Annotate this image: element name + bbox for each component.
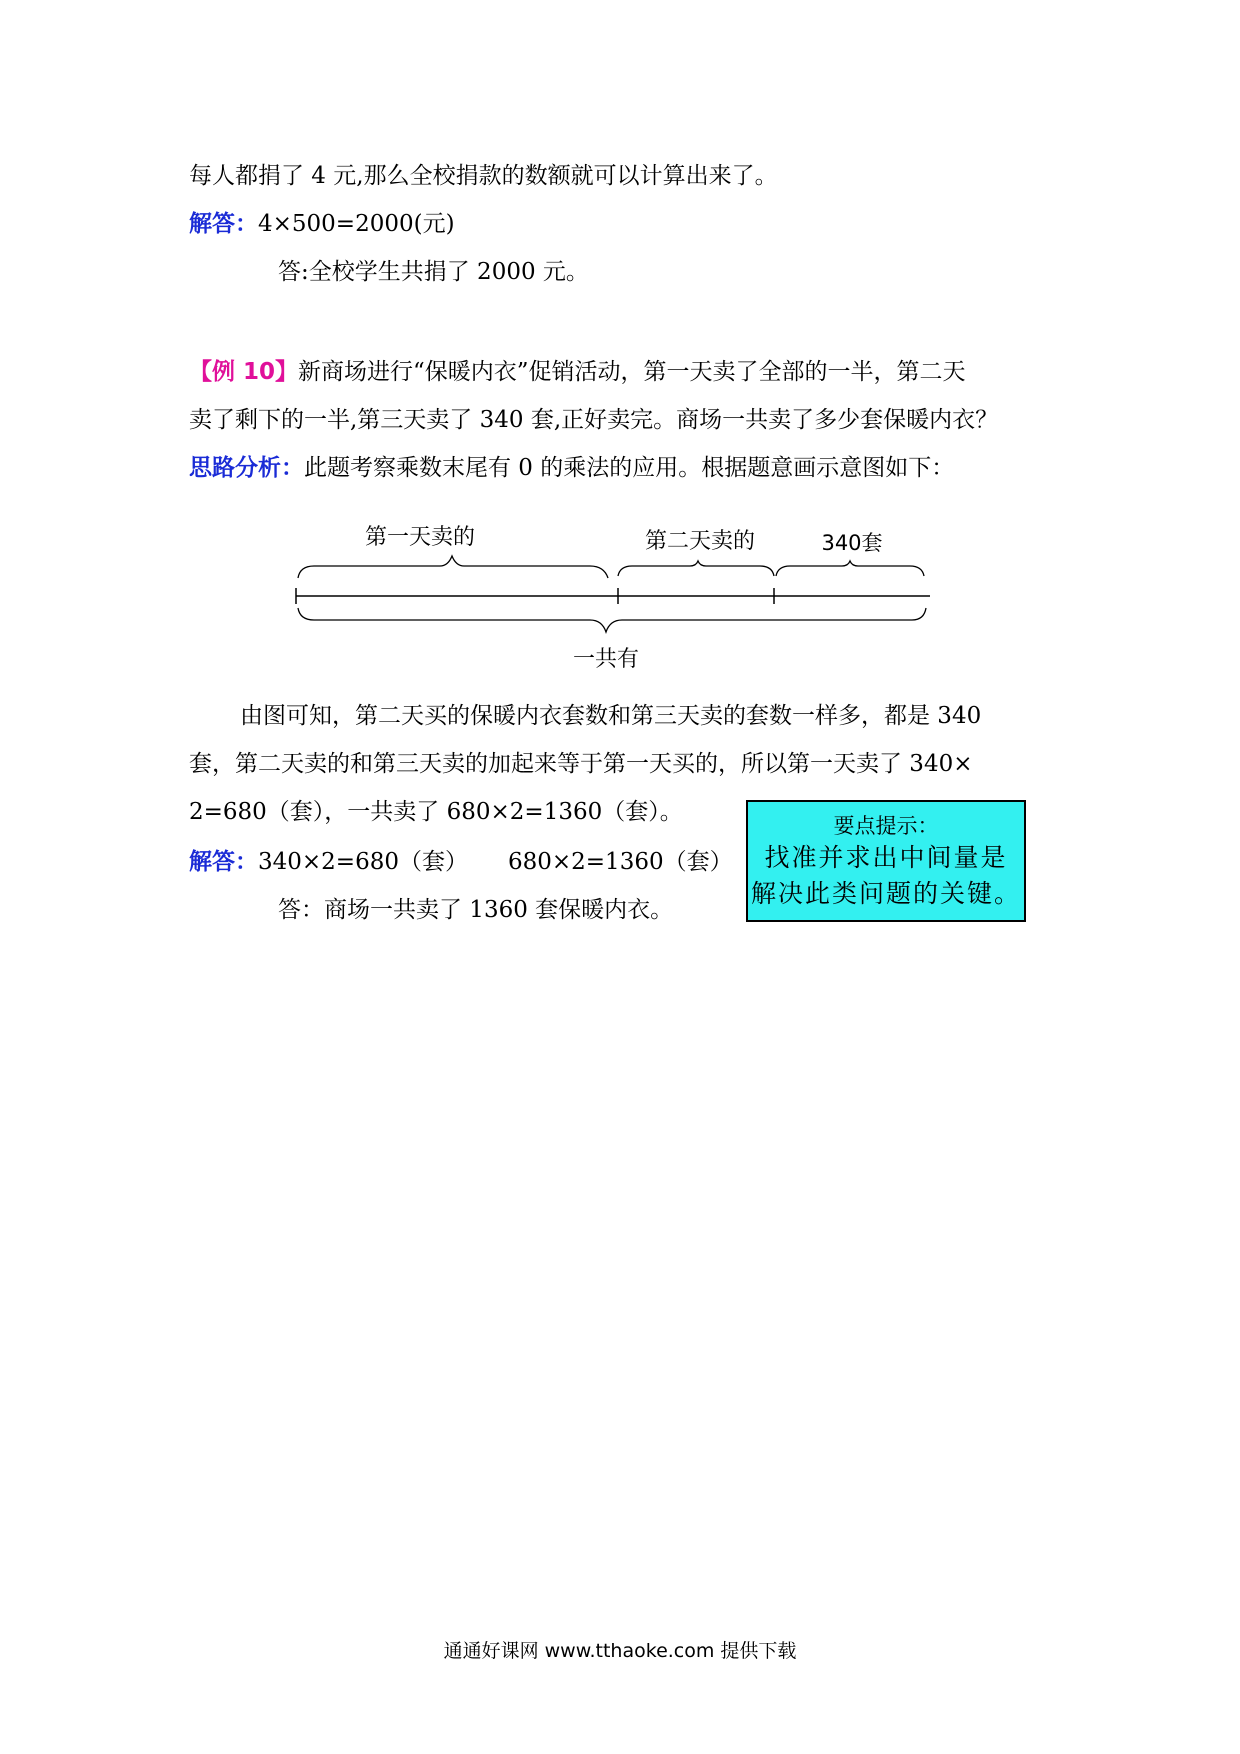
answer-label: 解答： bbox=[189, 211, 258, 237]
solution-calc-2: 680×2=1360（套） bbox=[507, 849, 733, 875]
explanation-line-2: 套，第二天卖的和第三天卖的加起来等于第一天买的，所以第一天卖了 340× bbox=[189, 751, 973, 777]
tip-title: 要点提示： bbox=[833, 814, 939, 838]
label-day2: 第二天卖的 bbox=[644, 529, 756, 554]
brace-total bbox=[298, 608, 926, 632]
footer-text: 通通好课网 www.tthaoke.com 提供下载 bbox=[443, 1640, 797, 1662]
example-line-1 bbox=[189, 356, 966, 388]
solution-line bbox=[189, 846, 733, 878]
solution-calc-1: 340×2=680（套） bbox=[258, 849, 468, 875]
brace-day2 bbox=[618, 561, 774, 576]
example-question-1: 新商场进行“保暖内衣”促销活动，第一天卖了全部的一半，第二天 bbox=[298, 359, 966, 385]
answer-line bbox=[189, 208, 455, 240]
tip-line-2: 解决此类问题的关键。 bbox=[750, 879, 1021, 908]
tip-box bbox=[746, 800, 1026, 922]
answer-calc: 4×500=2000(元) bbox=[258, 211, 455, 237]
solution-label: 解答： bbox=[189, 849, 258, 875]
segment-diagram bbox=[290, 516, 950, 690]
brace-day3 bbox=[776, 561, 924, 576]
example-label: 【例 10】 bbox=[189, 359, 299, 385]
text-line: 每人都捐了 4 元,那么全校捐款的数额就可以计算出来了。 bbox=[189, 163, 778, 189]
segment-diagram-svg bbox=[290, 516, 950, 686]
explanation-line-1: 由图可知，第二天买的保暖内衣套数和第三天卖的套数一样多，都是 340 bbox=[240, 703, 982, 729]
solution-answer: 答：商场一共卖了 1360 套保暖内衣。 bbox=[278, 897, 674, 923]
label-total: 一共有 bbox=[572, 647, 640, 672]
brace-day1 bbox=[298, 556, 608, 578]
answer-text: 答:全校学生共捐了 2000 元。 bbox=[278, 259, 589, 285]
label-day3: 340套 bbox=[821, 531, 883, 555]
tip-line-1: 找准并求出中间量是 bbox=[764, 843, 1008, 872]
analysis-text: 此题考察乘数末尾有 0 的乘法的应用。根据题意画示意图如下： bbox=[304, 455, 955, 481]
example-question-2: 卖了剩下的一半,第三天卖了 340 套,正好卖完。商场一共卖了多少套保暖内衣？ bbox=[189, 407, 999, 433]
analysis-label: 思路分析： bbox=[189, 455, 304, 481]
explanation-line-3: 2=680（套），一共卖了 680×2=1360（套）。 bbox=[189, 799, 683, 825]
label-day1: 第一天卖的 bbox=[364, 525, 476, 550]
analysis-line bbox=[189, 452, 954, 484]
